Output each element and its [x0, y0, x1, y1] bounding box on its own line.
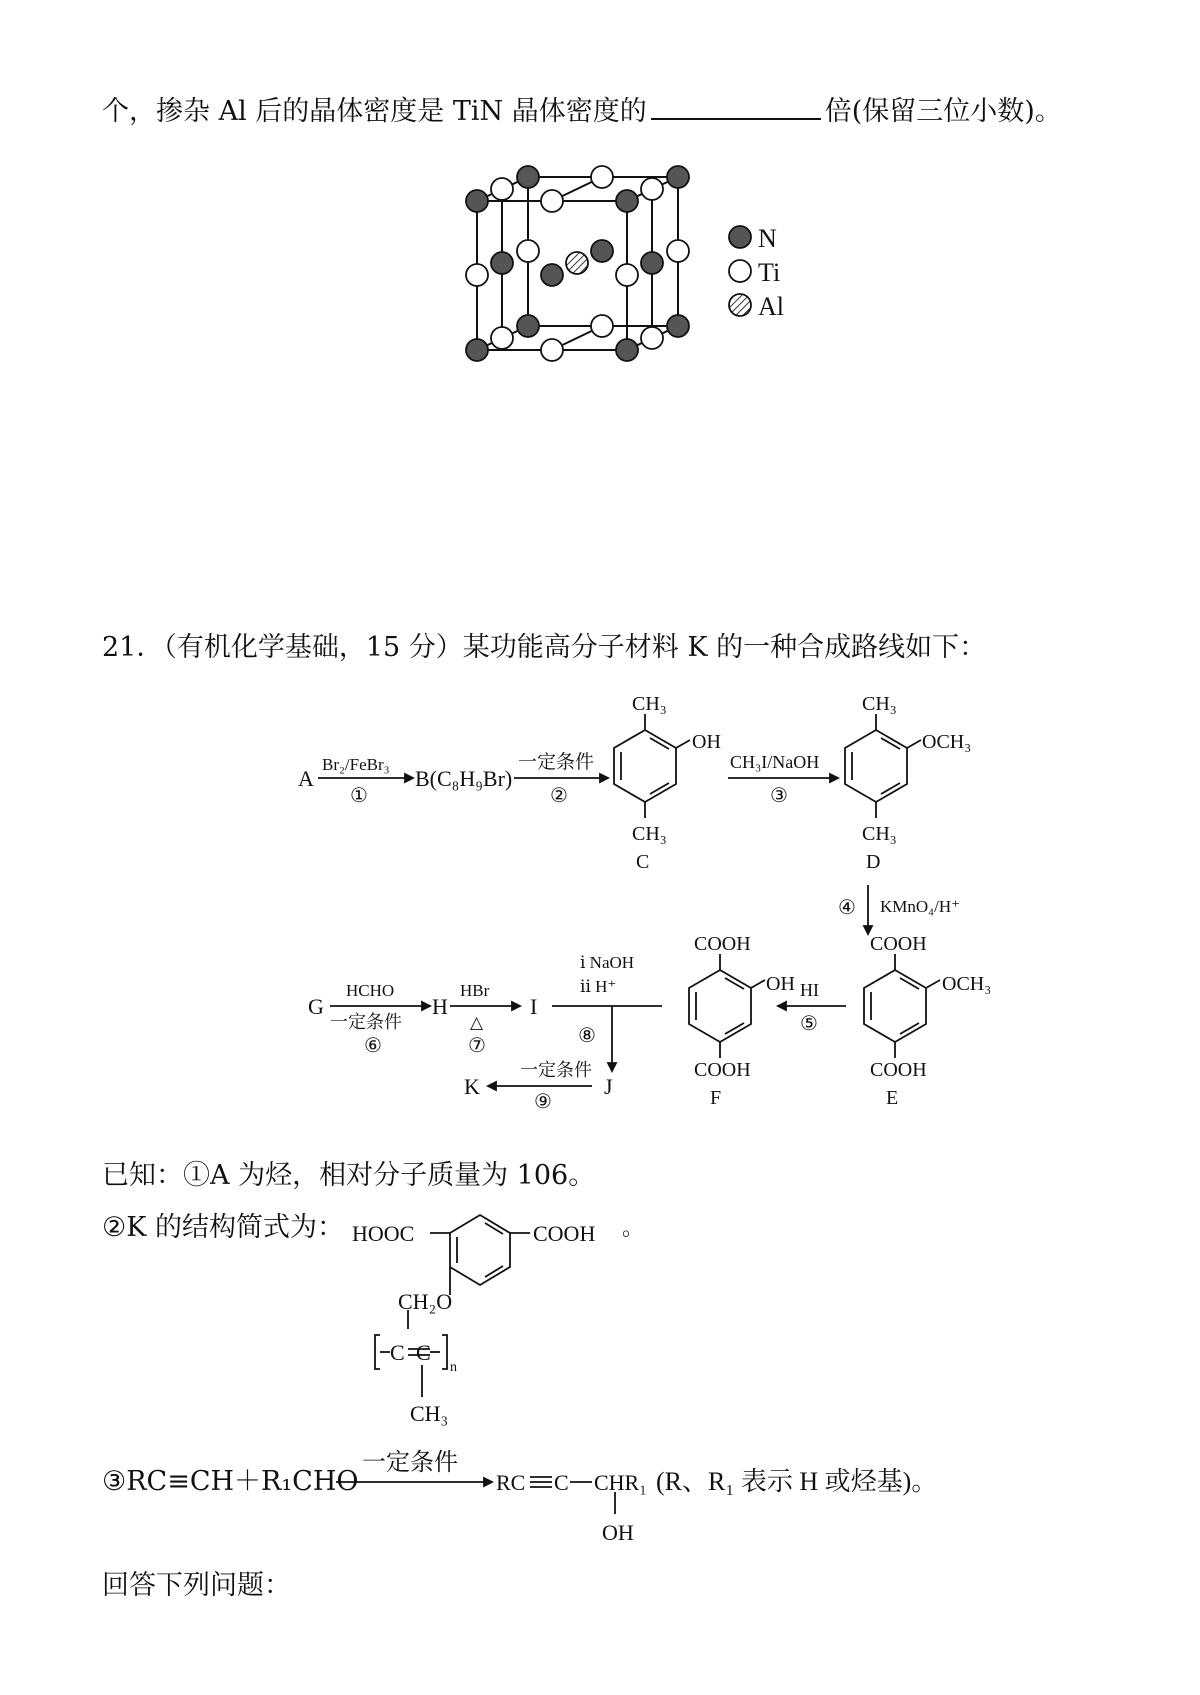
step-8: ⑧	[578, 1025, 596, 1047]
legend	[729, 224, 784, 321]
known-3-chr1: CHR₁	[594, 1470, 647, 1495]
known-3-left: ③RC≡CH＋R₁CHO	[102, 1466, 359, 1497]
legend-ti-label: Ti	[758, 258, 781, 287]
label-e: E	[886, 1087, 899, 1109]
step-6: ⑥	[364, 1035, 382, 1057]
f-cooh-bottom: COOH	[694, 1059, 751, 1081]
known-2-prefix: ②K 的结构简式为：	[102, 1212, 344, 1243]
f-oh: OH	[766, 973, 795, 995]
known-3-condition: 一定条件	[362, 1448, 458, 1476]
question-21-heading: 21．（有机化学基础，15 分）某功能高分子材料 K 的一种合成路线如下：	[102, 632, 987, 663]
reagent-7: HBr	[460, 981, 490, 1000]
k-ch2o: CH₂O	[398, 1289, 453, 1314]
compound-b: B(C₈H₉Br)	[415, 766, 513, 791]
c-ch3-bottom: CH₃	[632, 823, 667, 845]
compound-i: I	[530, 994, 538, 1019]
e-cooh-bottom: COOH	[870, 1059, 927, 1081]
d-ch3-bottom: CH₃	[862, 823, 897, 845]
known-3-c: C	[554, 1470, 569, 1495]
k-c1: C	[390, 1340, 405, 1365]
c-ch3-top: CH₃	[632, 693, 667, 715]
d-och3: OCH₃	[922, 731, 972, 753]
k-c2: C	[416, 1340, 431, 1365]
k-structure	[350, 1205, 650, 1435]
reagent-6: HCHO	[346, 981, 395, 1000]
compound-a: A	[298, 766, 314, 791]
legend-al-label: Al	[758, 292, 784, 321]
label-c: C	[636, 851, 650, 873]
k-period: 。	[622, 1215, 645, 1240]
reagent-4: KMnO₄/H⁺	[880, 897, 961, 916]
legend-ti-swatch	[729, 260, 751, 282]
step-3: ③	[770, 785, 788, 807]
step-1: ①	[350, 785, 368, 807]
e-och3: OCH₃	[942, 973, 992, 995]
c-oh: OH	[692, 731, 721, 753]
reagent-3: CH₃I/NaOH	[730, 752, 820, 772]
k-cooh: COOH	[533, 1221, 596, 1246]
answer-blank[interactable]	[651, 92, 821, 120]
known-3-rc: RC	[496, 1470, 526, 1495]
legend-n-label: N	[758, 224, 777, 253]
step-4: ④	[838, 897, 856, 919]
d-ch3-top: CH₃	[862, 693, 897, 715]
reagent-1: Br₂/FeBr₃	[322, 755, 390, 774]
known-3-reaction	[330, 1440, 970, 1550]
reagent-8a: ⅰ NaOH	[580, 953, 635, 972]
e-cooh-top: COOH	[870, 933, 927, 955]
condition-7: △	[470, 1013, 484, 1033]
reagent-2: 一定条件	[518, 751, 595, 773]
compound-j: J	[604, 1074, 613, 1099]
known-3-tail: (R、R₁ 表示 H 或烃基)。	[656, 1467, 938, 1496]
k-n: n	[450, 1360, 457, 1375]
label-f: F	[710, 1087, 722, 1109]
step-2: ②	[550, 785, 568, 807]
compound-g: G	[308, 994, 324, 1019]
label-d: D	[866, 851, 881, 873]
reagent-8b: ⅱ H⁺	[580, 977, 617, 996]
intro-line	[102, 92, 1062, 130]
known-1: 已知：①A 为烃，相对分子质量为 106。	[102, 1160, 596, 1191]
f-cooh-top: COOH	[694, 933, 751, 955]
answer-prompt: 回答下列问题：	[102, 1570, 291, 1601]
step-7: ⑦	[468, 1035, 486, 1057]
legend-al-swatch	[729, 294, 751, 316]
step-5: ⑤	[800, 1013, 818, 1035]
crystal-cell-diagram	[440, 165, 820, 405]
k-ch3: CH₃	[410, 1401, 449, 1426]
atoms	[466, 166, 689, 361]
compound-k: K	[464, 1074, 480, 1099]
compound-h: H	[432, 994, 448, 1019]
reagent-5: HI	[800, 980, 819, 1000]
condition-6: 一定条件	[330, 1012, 402, 1033]
scheme-labels	[298, 693, 991, 1113]
known-3-oh: OH	[602, 1520, 634, 1545]
intro-text: 个，掺杂 Al 后的晶体密度是 TiN 晶体密度的	[102, 96, 647, 127]
reagent-9: 一定条件	[520, 1060, 592, 1081]
synthesis-scheme	[0, 690, 1200, 1130]
k-hooc: HOOC	[352, 1221, 415, 1246]
step-9: ⑨	[534, 1091, 552, 1113]
legend-n-swatch	[729, 226, 751, 248]
intro-text-end: 倍(保留三位小数)。	[824, 96, 1062, 127]
